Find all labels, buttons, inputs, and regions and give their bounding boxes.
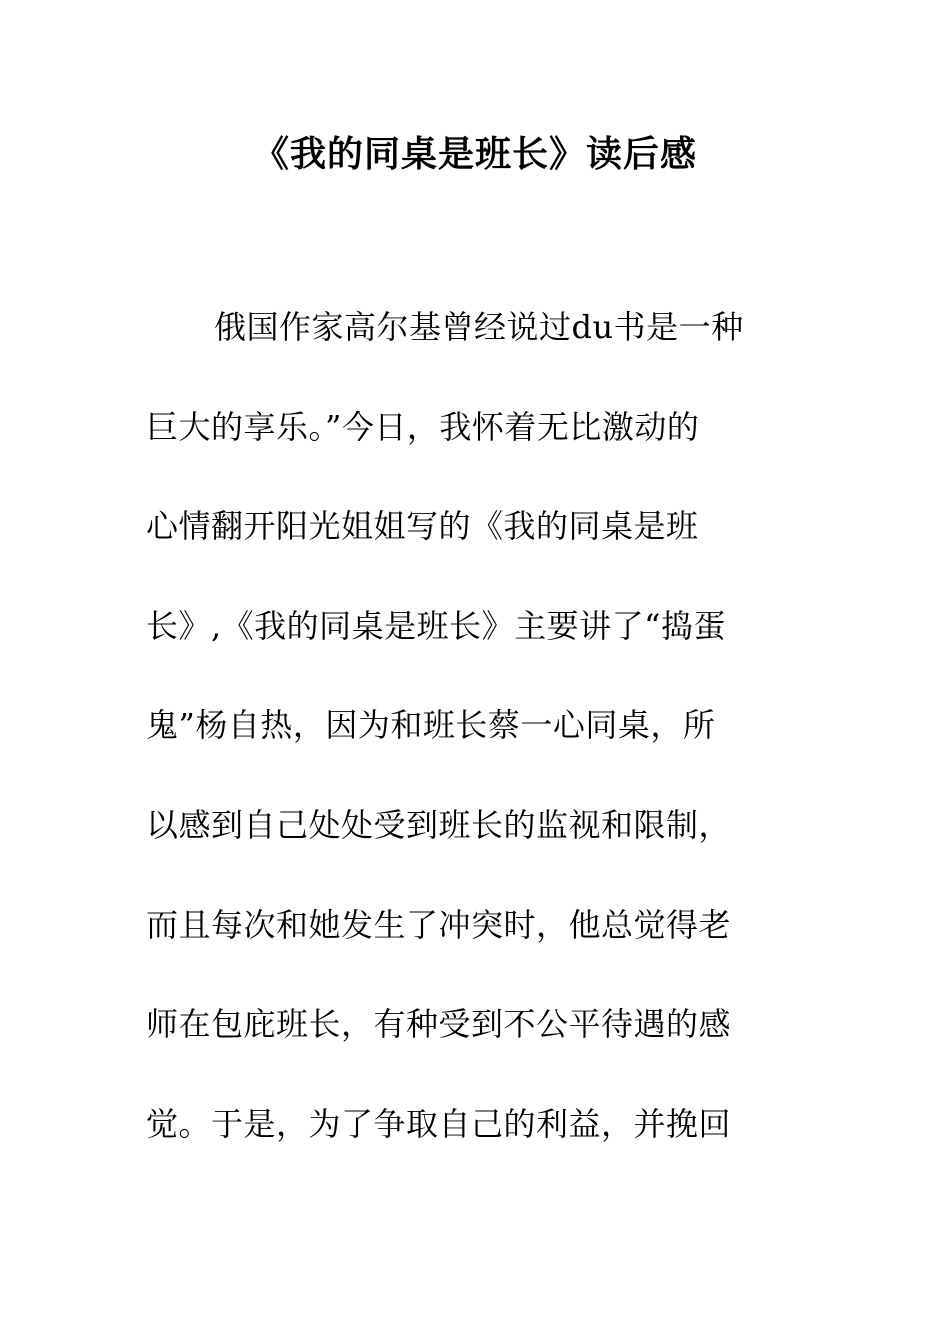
paragraph-line: 俄国作家高尔基曾经说过du书是一种 [214,308,744,346]
document-title: 《我的同桌是班长》读后感 [252,133,697,175]
paragraph-line: 师在包庇班长，有种受到不公平待遇的感 [146,1005,732,1044]
paragraph-line: 以感到自己处处受到班长的监视和限制， [146,805,732,844]
document-body [146,300,806,1196]
paragraph-line: 巨大的享乐。”今日，我怀着无比激动的 [146,407,700,446]
paragraph-line: 觉。于是，为了争取自己的利益，并挽回 [146,1104,732,1143]
paragraph-line: 心情翻开阳光姐姐写的《我的同桌是班 [146,507,699,546]
paragraph-line: 而且每次和她发生了冲突时，他总觉得老 [146,905,732,944]
paragraph-line: 鬼”杨自热，因为和班长蔡一心同桌，所 [146,706,716,745]
paragraph-line: 长》,《我的同桌是班长》主要讲了“捣蛋 [146,606,727,645]
